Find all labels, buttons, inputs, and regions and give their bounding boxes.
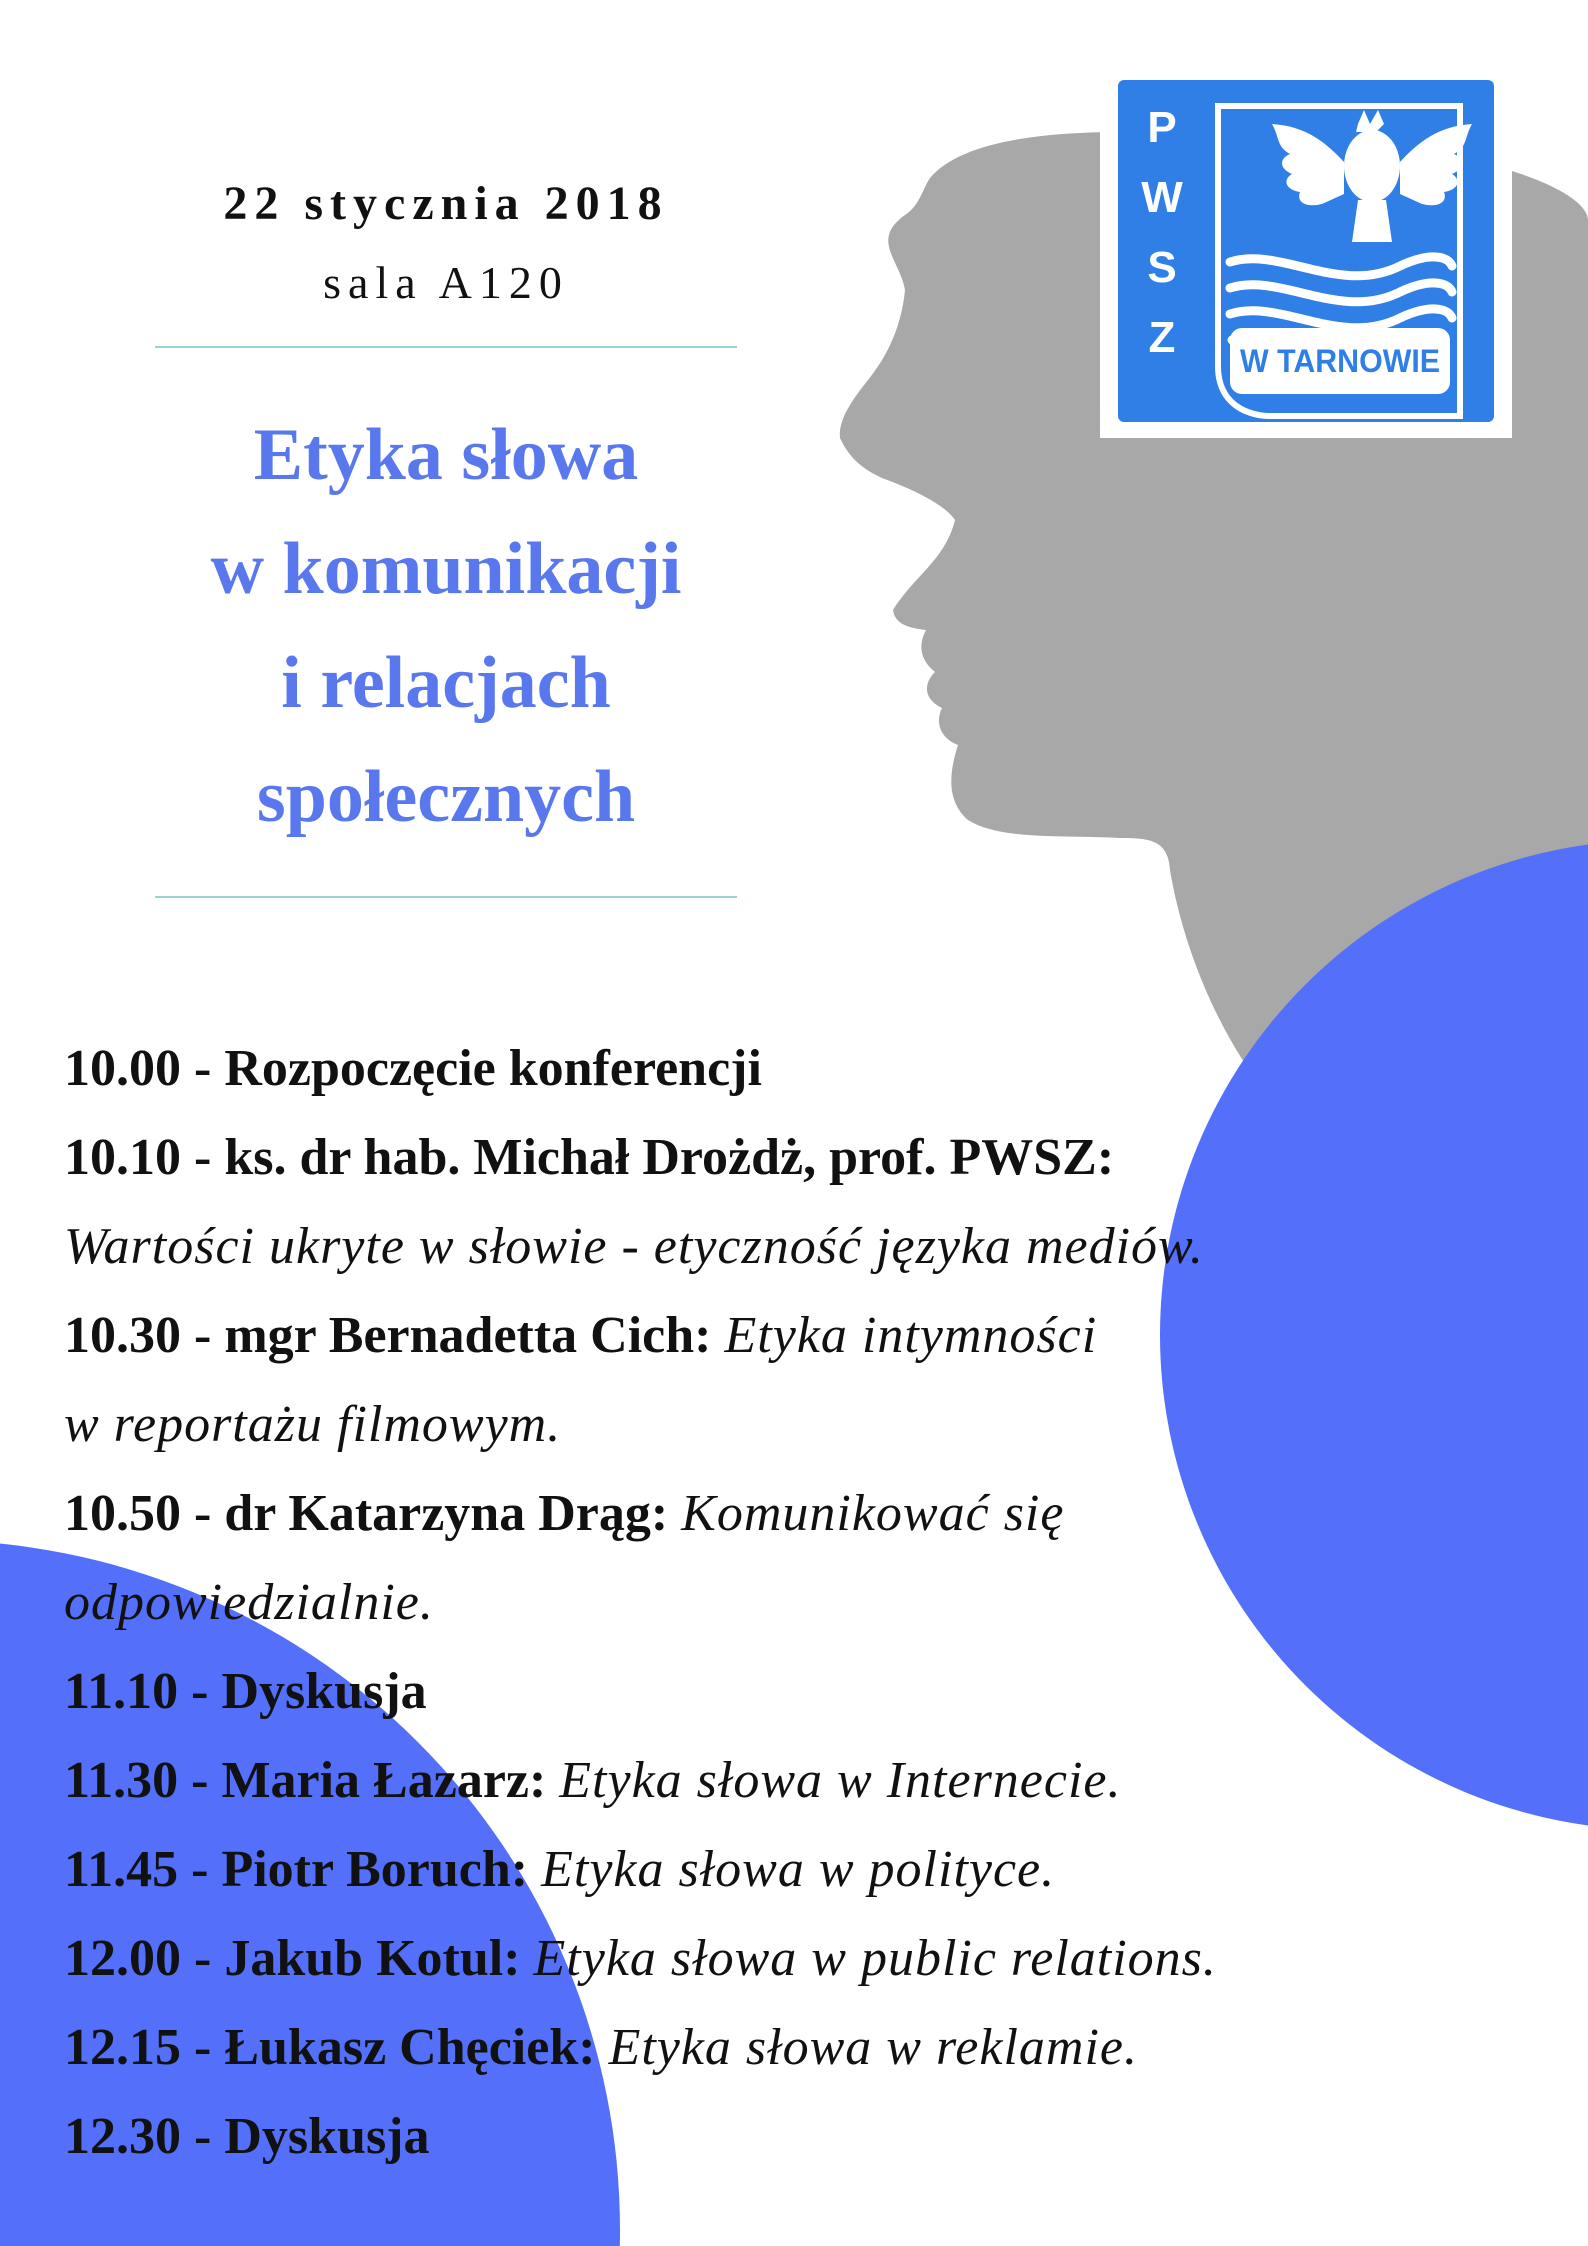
agenda-talk-title: odpowiedzialnie. xyxy=(64,1574,434,1631)
logo-letter-s: S xyxy=(1147,243,1177,292)
top-divider xyxy=(155,346,737,348)
agenda-talk-title: w reportażu filmowym. xyxy=(64,1396,562,1453)
agenda-time-speaker: 12.00 - Jakub Kotul: xyxy=(64,1930,521,1987)
agenda-item-talk xyxy=(64,1380,1524,1469)
agenda-item xyxy=(64,1024,1524,1113)
logo-letter-w: W xyxy=(1141,173,1183,222)
agenda-item xyxy=(64,1291,1524,1380)
pwsz-logo xyxy=(1100,66,1512,438)
event-date: 22 stycznia 2018 xyxy=(223,177,669,230)
agenda-time-speaker: 10.00 - Rozpoczęcie konferencji xyxy=(64,1040,762,1097)
agenda-item xyxy=(64,1113,1524,1202)
agenda-talk-title: Etyka słowa w Internecie. xyxy=(559,1752,1122,1809)
bottom-divider xyxy=(155,896,737,898)
agenda-item xyxy=(64,1914,1524,2003)
title-line-4: społecznych xyxy=(256,756,636,838)
agenda-item xyxy=(64,1647,1524,1736)
agenda-talk-title: Etyka słowa w reklamie. xyxy=(608,2019,1138,2076)
title-line-2: w komunikacji xyxy=(210,528,682,610)
agenda-talk-title: Wartości ukryte w słowie - etyczność języka mediów. xyxy=(64,1218,1204,1275)
agenda-talk-title: Komunikować się xyxy=(681,1485,1065,1542)
agenda-list xyxy=(64,1024,1524,2181)
title-line-3: i relacjach xyxy=(281,642,611,724)
agenda-time-speaker: 11.30 - Maria Łazarz: xyxy=(64,1752,547,1809)
agenda-item xyxy=(64,2003,1524,2092)
agenda-item xyxy=(64,1825,1524,1914)
agenda-time-speaker: 10.10 - ks. dr hab. Michał Drożdż, prof. PWSZ: xyxy=(64,1129,1115,1186)
agenda-time-speaker: 10.30 - mgr Bernadetta Cich: xyxy=(64,1307,712,1364)
logo-city: W TARNOWIE xyxy=(1240,343,1440,379)
title-line-1: Etyka słowa xyxy=(253,414,639,496)
agenda-item-talk xyxy=(64,1558,1524,1647)
agenda-time-speaker: 11.45 - Piotr Boruch: xyxy=(64,1841,529,1898)
agenda-item-talk xyxy=(64,1202,1524,1291)
agenda-talk-title: Etyka intymności xyxy=(724,1307,1098,1364)
agenda-item xyxy=(64,2092,1524,2181)
agenda-time-speaker: 12.15 - Łukasz Chęciek: xyxy=(64,2019,596,2076)
agenda-item xyxy=(64,1736,1524,1825)
agenda-talk-title: Etyka słowa w polityce. xyxy=(541,1841,1056,1898)
agenda-talk-title: Etyka słowa w public relations. xyxy=(533,1930,1217,1987)
agenda-time-speaker: 10.50 - dr Katarzyna Drąg: xyxy=(64,1485,669,1542)
conference-title xyxy=(155,398,737,854)
logo-letter-z: Z xyxy=(1148,313,1176,362)
logo-letter-p: P xyxy=(1147,103,1177,152)
event-venue: sala A120 xyxy=(323,257,569,308)
agenda-item xyxy=(64,1469,1524,1558)
agenda-time-speaker: 12.30 - Dyskusja xyxy=(64,2108,430,2165)
agenda-time-speaker: 11.10 - Dyskusja xyxy=(64,1663,427,1720)
